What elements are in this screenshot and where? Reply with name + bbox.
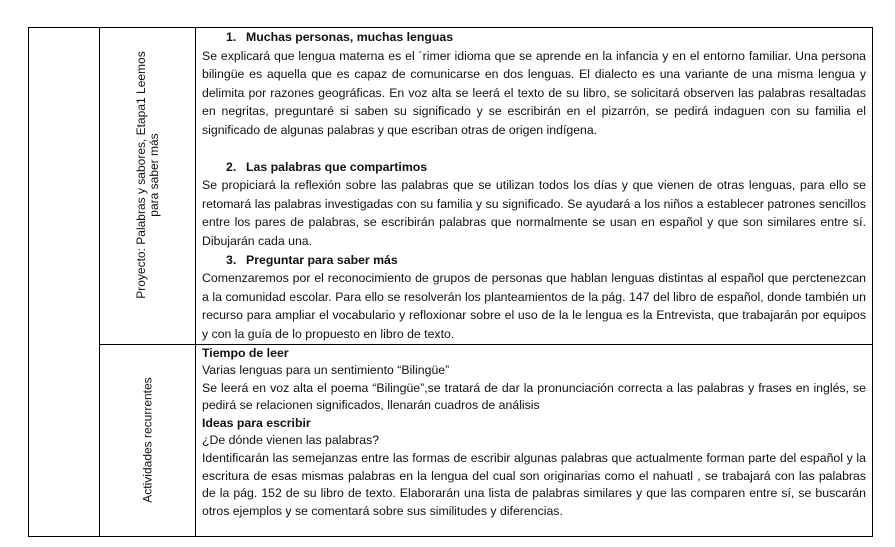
table-row [29, 344, 873, 536]
side-label-cell-project [100, 28, 196, 345]
block-text: Identificarán las semejanzas entre las formas de escribir algunas palabras que actualmente forman parte del español y la escritura de esas mismas palabras en la lengua del cual son originarias como el nahuatl , se trabajará con las palabras de la pág. 152 de su libro de texto. Elaborarán una lista de palabras similares y que las comparen entre sí, se buscarán otros ejemplos y se comentará sobre sus similitudes y diferencias. [202, 451, 866, 518]
planning-table [28, 27, 873, 537]
vertical-label-project: Proyecto: Palabras y sabores, Etapa1 Leemos para saber más [133, 51, 161, 299]
empty-left-cell [29, 28, 100, 537]
item-heading: 2. Las palabras que compartimos [226, 159, 428, 174]
item-text: Se explicará que lengua materna es el ´rimer idioma que se aprende en la infancia y en el entorno familiar. Una persona bilingüe es aquella que es capaz de comunicarse en dos lenguas. El dialecto es una variante de una misma lengua y delimita por razones geográficas. En voz alta se leerá el texto de su libro, se solicitará observen las palabras resaltadas en negritas, preguntaré si saben su significado y se escribirán en el pizarrón, se pedirá indaguen con su familia el significado de algunas palabras y que escriban otras de origen indígena. [202, 48, 866, 137]
item-text: Comenzaremos por el reconocimiento de grupos de personas que hablan lenguas distintas al español que perctenezcan a la comunidad escolar. Para ello se resolverán los planteamientos de la pág. 147 del libro de español, donde también un recurso para ampliar el vocabulario y refloxionar sobre el uso de la le lengua es la Entrevista, que trabajarán por equipos y con la guía de lo propuesto en libro de texto. [202, 271, 866, 341]
content-cell-project [196, 28, 873, 345]
block-subheading: ¿De dónde vienen las palabras? [202, 433, 380, 448]
block-text: Se leerá en voz alta el poema “Bilingüe”,se tratará de dar la pronunciación correcta a las palabras y frases en inglés, se pedirá se relacionen significados, llenarán cuadros de análisis [202, 380, 866, 413]
block-heading: Ideas para escribir [202, 415, 311, 430]
block-subheading: Varias lenguas para un sentimiento “Bilingüe” [202, 363, 450, 378]
item-text: Se propiciará la reflexión sobre las palabras que se utilizan todos los días y que vienen de otras lenguas, para ello se retomará las palabras investigadas con su familia y su significado. Se ayudará a los niños a establecer patrones sencillos entre los pares de palabras, se escribirán palabras que normalmente se usan en español y que son similares entre sí. Dibujarán cada una. [202, 178, 866, 248]
table-row [29, 28, 873, 345]
vertical-label-recurrent: Actividades recurrentes [140, 376, 154, 503]
side-label-cell-recurrent [100, 344, 196, 536]
item-heading: 3. Preguntar para saber más [226, 252, 398, 267]
block-heading: Tiempo de leer [202, 345, 289, 360]
content-cell-recurrent [196, 344, 873, 536]
item-heading: 1. Muchas personas, muchas lenguas [226, 30, 454, 44]
